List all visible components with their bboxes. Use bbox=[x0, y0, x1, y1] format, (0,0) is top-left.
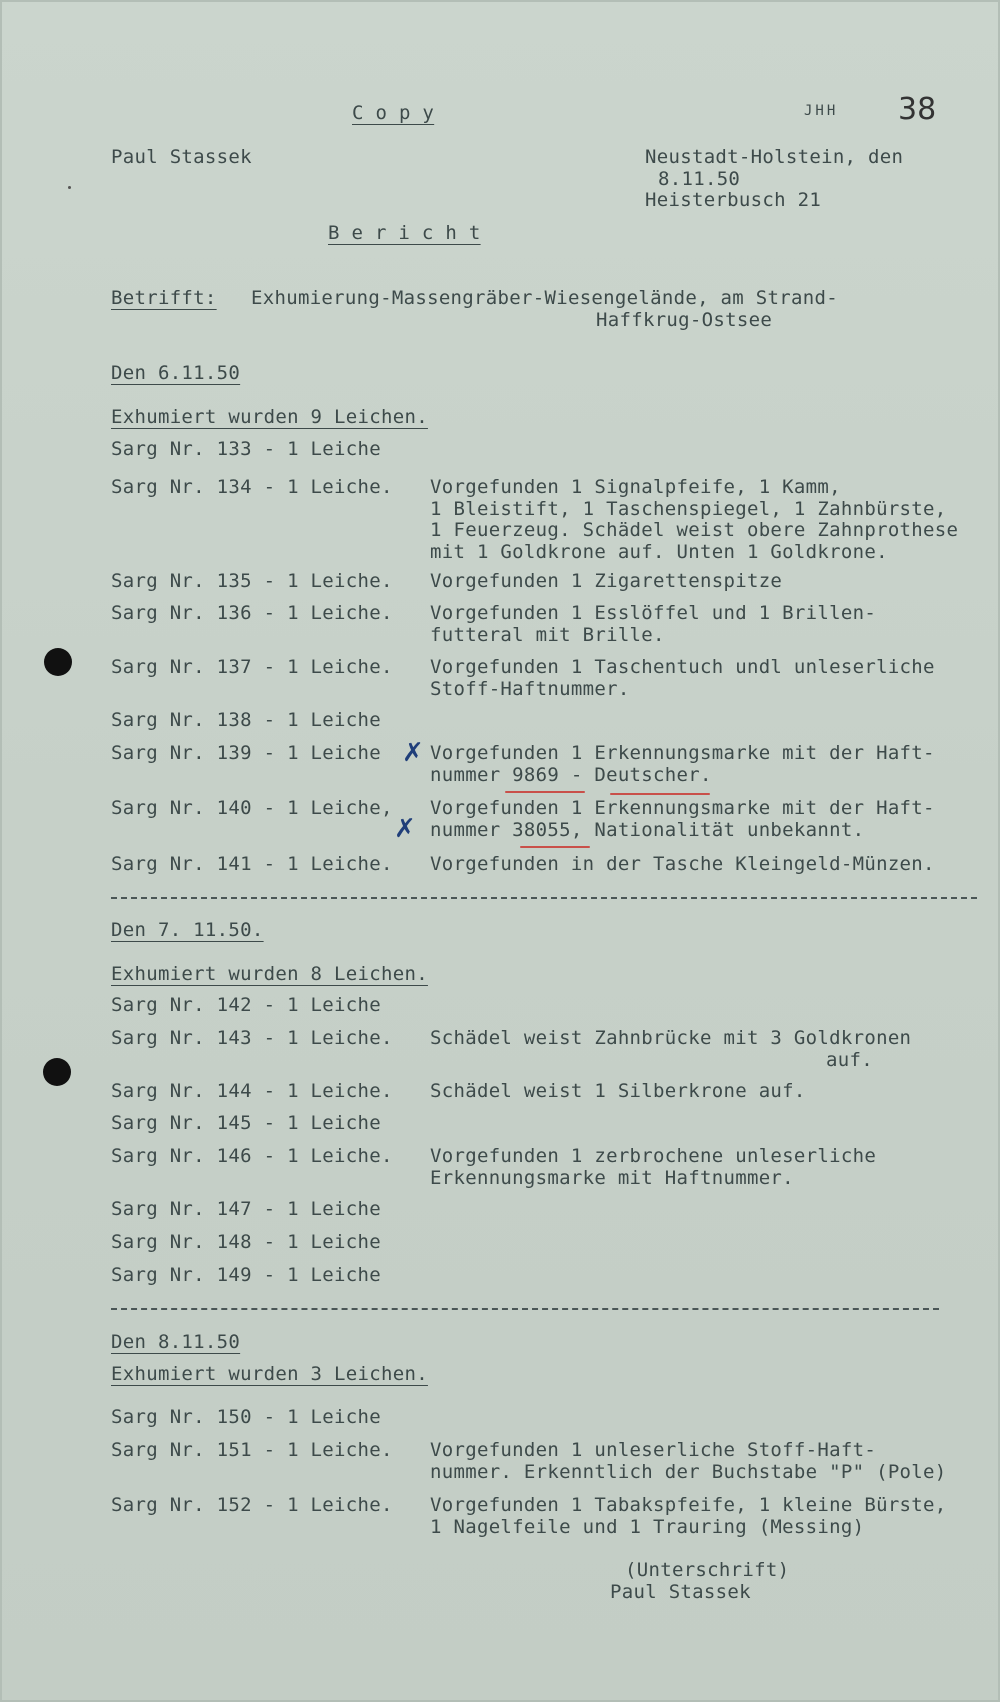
coffin-142: Sarg Nr. 142 - 1 Leiche bbox=[111, 994, 381, 1016]
coffin-152-desc-1: Vorgefunden 1 Tabakspfeife, 1 kleine Bürste, bbox=[430, 1494, 947, 1516]
signature-label: (Unterschrift) bbox=[625, 1559, 790, 1581]
author-name: Paul Stassek bbox=[111, 146, 252, 168]
red-underline-deutscher bbox=[610, 793, 710, 795]
coffin-147: Sarg Nr. 147 - 1 Leiche bbox=[111, 1198, 381, 1220]
place-date-line3: Heisterbusch 21 bbox=[645, 189, 822, 211]
section-summary-1: Exhumiert wurden 9 Leichen. bbox=[111, 406, 428, 428]
section-separator-1 bbox=[111, 897, 977, 899]
coffin-139: Sarg Nr. 139 - 1 Leiche bbox=[111, 742, 381, 764]
coffin-144: Sarg Nr. 144 - 1 Leiche. bbox=[111, 1080, 393, 1102]
coffin-149: Sarg Nr. 149 - 1 Leiche bbox=[111, 1264, 381, 1286]
coffin-134-desc-2: 1 Bleistift, 1 Taschenspiegel, 1 Zahnbürste, bbox=[430, 498, 947, 520]
coffin-144-desc-1: Schädel weist 1 Silberkrone auf. bbox=[430, 1080, 806, 1102]
coffin-138: Sarg Nr. 138 - 1 Leiche bbox=[111, 709, 381, 731]
coffin-134-desc-1: Vorgefunden 1 Signalpfeife, 1 Kamm, bbox=[430, 476, 841, 498]
copy-label: C o p y bbox=[352, 102, 435, 124]
coffin-150: Sarg Nr. 150 - 1 Leiche bbox=[111, 1406, 381, 1428]
coffin-140-desc-1: Vorgefunden 1 Erkennungsmarke mit der Haft- bbox=[430, 797, 935, 819]
place-date-line2: 8.11.50 bbox=[658, 168, 741, 190]
coffin-137: Sarg Nr. 137 - 1 Leiche. bbox=[111, 656, 393, 678]
pencil-x-mark-139: ✗ bbox=[402, 738, 424, 768]
coffin-151-desc-1: Vorgefunden 1 unleserliche Stoff-Haft- bbox=[430, 1439, 877, 1461]
section-summary-2: Exhumiert wurden 8 Leichen. bbox=[111, 963, 428, 985]
coffin-137-desc-1: Vorgefunden 1 Taschentuch undl unleserliche bbox=[430, 656, 935, 678]
coffin-137-desc-2: Stoff-Haftnummer. bbox=[430, 678, 630, 700]
punch-hole-top bbox=[44, 648, 72, 676]
signature-name: Paul Stassek bbox=[610, 1581, 751, 1603]
coffin-140: Sarg Nr. 140 - 1 Leiche, bbox=[111, 797, 393, 819]
section-date-3: Den 8.11.50 bbox=[111, 1331, 241, 1353]
section-summary-3: Exhumiert wurden 3 Leichen. bbox=[111, 1363, 428, 1385]
coffin-151: Sarg Nr. 151 - 1 Leiche. bbox=[111, 1439, 393, 1461]
coffin-139-desc-2: nummer 9869 - Deutscher. bbox=[430, 764, 712, 786]
coffin-151-desc-2: nummer. Erkenntlich der Buchstabe "P" (Pole) bbox=[430, 1461, 947, 1483]
punch-hole-bottom bbox=[43, 1058, 71, 1086]
red-underline-38055 bbox=[520, 846, 590, 848]
section-date-2: Den 7. 11.50. bbox=[111, 919, 264, 941]
subject-line1: Exhumierung-Massengräber-Wiesengelände, am Strand- bbox=[251, 287, 838, 309]
coffin-143-desc-2: auf. bbox=[826, 1049, 873, 1071]
subject-line2: Haffkrug-Ostsee bbox=[596, 309, 773, 331]
coffin-136-desc-1: Vorgefunden 1 Esslöffel und 1 Brillen- bbox=[430, 602, 877, 624]
section-separator-2 bbox=[111, 1308, 939, 1310]
page-number: 38 bbox=[898, 92, 937, 127]
coffin-134: Sarg Nr. 134 - 1 Leiche. bbox=[111, 476, 393, 498]
coffin-152-desc-2: 1 Nagelfeile und 1 Trauring (Messing) bbox=[430, 1516, 865, 1538]
coffin-134-desc-3: 1 Feuerzeug. Schädel weist obere Zahnprothese bbox=[430, 519, 959, 541]
coffin-133: Sarg Nr. 133 - 1 Leiche bbox=[111, 438, 381, 460]
coffin-141: Sarg Nr. 141 - 1 Leiche. bbox=[111, 853, 393, 875]
pencil-x-mark-140: ✗ bbox=[394, 814, 416, 844]
coffin-146-desc-1: Vorgefunden 1 zerbrochene unleserliche bbox=[430, 1145, 877, 1167]
coffin-146-desc-2: Erkennungsmarke mit Haftnummer. bbox=[430, 1167, 794, 1189]
coffin-141-desc-1: Vorgefunden in der Tasche Kleingeld-Münzen. bbox=[430, 853, 935, 875]
coffin-146: Sarg Nr. 146 - 1 Leiche. bbox=[111, 1145, 393, 1167]
ink-speck bbox=[68, 186, 71, 189]
coffin-143: Sarg Nr. 143 - 1 Leiche. bbox=[111, 1027, 393, 1049]
coffin-143-desc-1: Schädel weist Zahnbrücke mit 3 Goldkronen bbox=[430, 1027, 912, 1049]
coffin-136-desc-2: futteral mit Brille. bbox=[430, 624, 665, 646]
coffin-139-desc-1: Vorgefunden 1 Erkennungsmarke mit der Haft- bbox=[430, 742, 935, 764]
document-title: B e r i c h t bbox=[328, 222, 481, 244]
coffin-135: Sarg Nr. 135 - 1 Leiche. bbox=[111, 570, 393, 592]
coffin-140-desc-2: nummer 38055, Nationalität unbekannt. bbox=[430, 819, 865, 841]
reference-mark: JHH bbox=[804, 103, 839, 119]
coffin-136: Sarg Nr. 136 - 1 Leiche. bbox=[111, 602, 393, 624]
section-date-1: Den 6.11.50 bbox=[111, 362, 241, 384]
coffin-145: Sarg Nr. 145 - 1 Leiche bbox=[111, 1112, 381, 1134]
red-underline-9869 bbox=[505, 791, 585, 793]
place-date-line1: Neustadt-Holstein, den bbox=[645, 146, 904, 168]
coffin-148: Sarg Nr. 148 - 1 Leiche bbox=[111, 1231, 381, 1253]
coffin-134-desc-4: mit 1 Goldkrone auf. Unten 1 Goldkrone. bbox=[430, 541, 888, 563]
coffin-152: Sarg Nr. 152 - 1 Leiche. bbox=[111, 1494, 393, 1516]
subject-label: Betrifft: bbox=[111, 287, 217, 309]
coffin-135-desc-1: Vorgefunden 1 Zigarettenspitze bbox=[430, 570, 783, 592]
